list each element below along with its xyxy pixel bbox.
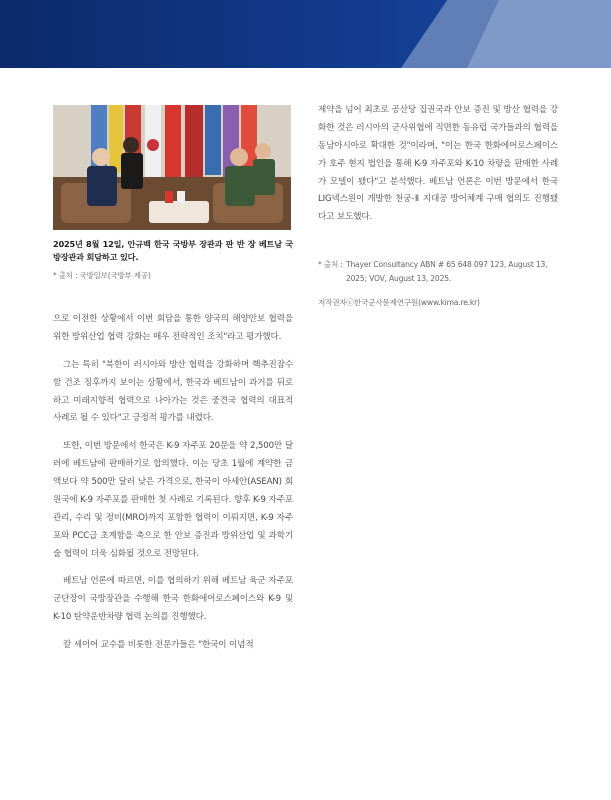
left-paragraph-1: 으로 이전한 상황에서 이번 회담을 통한 양국의 해양안보 협력을 위한 방위산업 협력 강화는 매우 전략적인 조치"라고 평가했다. xyxy=(53,314,293,342)
source-note xyxy=(318,258,558,287)
right-paragraph-1: 제약을 넘어 최초로 공산당 집권국과 안보 증진 및 방산 협력을 강화한 것은 러시아의 군사위협에 직면한 동유럽 국가들과의 협력을 동남아시아로 확대한 것"이라며, "이는 한국 한화에어로스페이스가 호주 현지 법인을 통해 K-9 자주포와 K-10 차량을 판매한 사례가 모델이 됐다"고 분석했다. 베트남 언론은 이번 방문에서 한국 LIG넥스원이 개발한 천궁-Ⅱ 지대공 방어체계 구매 협의도 진행됐다고 보도했다. xyxy=(318,105,558,223)
photo-source: * 출처 : 국방일보(국방부 제공) xyxy=(53,271,151,280)
left-paragraph-3: 또한, 이번 방문에서 한국은 K-9 자주포 20문을 약 2,500만 달러에 베트남에 판매하기로 합의했다. 이는 당초 1월에 계약한 금액보다 약 500만 달러 낮은 가격으로, 한국이 아세안(ASEAN) 회원국에 K-9 자주포를 판매한 첫 사례로 기록된다. 향후 K-9 자주포 관리, 수리 및 정비(MRO)까지 포함한 협력이 이뤄지면, K-9 자주포와 PCC급 초계함을 축으로 한 안보 증진과 방위산업 및 과학기술 협력이 더욱 심화될 것으로 전망된다. xyxy=(53,441,293,559)
photo-caption: 2025년 8월 12일, 안규백 한국 국방부 장관과 판 반 장 베트남 국방장관과 회담하고 있다. xyxy=(53,239,293,262)
right-column xyxy=(318,102,558,237)
source-label: * 출처 : xyxy=(318,260,343,269)
left-paragraph-2: 그는 특히 "북한이 러시아와 방산 협력을 강화하며 핵추진잠수함 건조 징후까지 보이는 상황에서, 한국과 베트남이 과거를 뒤로하고 미래지향적 협력으로 나아가는 것은 중견국 협력의 대표적 사례로 될 수 있다"고 긍정적 평가를 내렸다. xyxy=(53,359,293,424)
meeting-photo xyxy=(53,105,291,230)
source-text: Thayer Consultancy ABN # 65 648 097 123, August 13, 2025; VOV, August 13, 2025. xyxy=(346,260,548,284)
left-column xyxy=(53,311,293,665)
left-paragraph-5: 칼 세이어 교수를 비롯한 전문가들은 "한국이 이념적 xyxy=(63,640,254,650)
copyright-notice: 저작권자ⓒ한국군사문제연구원(www.kima.re.kr) xyxy=(318,298,480,307)
left-paragraph-4: 베트남 언론에 따르면, 이를 협의하기 위해 베트남 육군 자주포 군단장이 국방장관을 수행해 한국 한화에어로스페이스와 K-9 및 K-10 탄약운반차량 협력 논의를 진행했다. xyxy=(53,576,293,623)
